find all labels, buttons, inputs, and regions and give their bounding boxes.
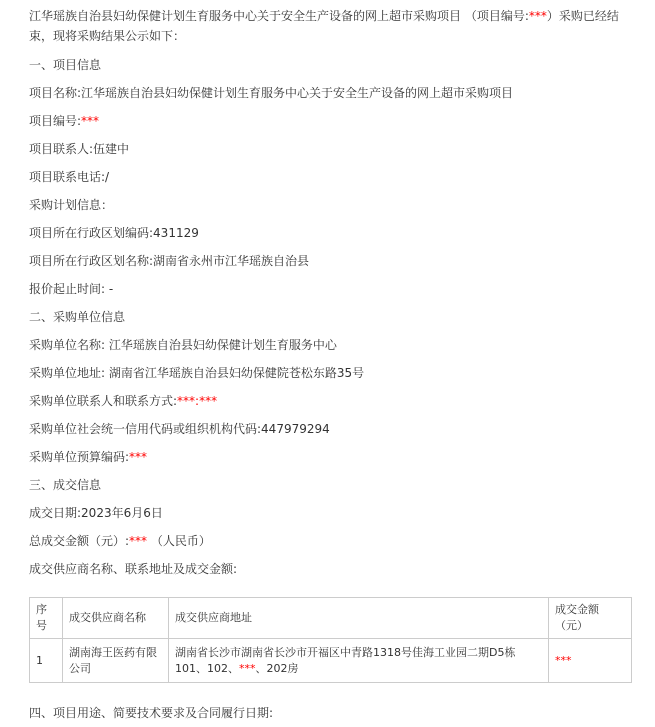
cell-deal-amount: *** — [549, 639, 632, 683]
credit-code-row — [29, 415, 635, 443]
supplier-info-label: 成交供应商名称、联系地址及成交金额: — [29, 562, 238, 576]
project-contact-row — [29, 135, 635, 163]
unit-name-label: 采购单位名称: — [29, 338, 106, 352]
project-name-value: 江华瑶族自治县妇幼保健计划生育服务中心关于安全生产设备的网上超市采购项目 — [81, 86, 514, 100]
unit-address-label: 采购单位地址: — [29, 366, 106, 380]
region-name-value: 湖南省永州市江华瑶族自治县 — [153, 254, 310, 268]
announcement-document — [0, 6, 655, 727]
total-amount-value: *** — [129, 534, 148, 548]
credit-code-value: 447979294 — [261, 422, 330, 436]
project-contact-label: 项目联系人: — [29, 142, 94, 156]
address-text-end: 、202房 — [255, 661, 299, 675]
budget-code-label: 采购单位预算编码: — [29, 450, 130, 464]
budget-code-value: *** — [129, 450, 148, 464]
cell-supplier-name: 湖南海王医药有限公司 — [63, 639, 169, 683]
project-contact-value: 伍建中 — [93, 142, 130, 156]
section1-heading: 一、项目信息 — [29, 58, 102, 72]
budget-code-row — [29, 443, 635, 471]
unit-address-row — [29, 359, 635, 387]
total-amount-label: 总成交金额（元）: — [29, 534, 130, 548]
project-name-row — [29, 79, 635, 107]
header-deal-amount: 成交金额（元） — [549, 598, 632, 639]
table-header-row — [30, 598, 632, 639]
section2-heading: 二、采购单位信息 — [29, 310, 126, 324]
project-name-label: 项目名称: — [29, 86, 82, 100]
project-phone-value: / — [105, 170, 110, 184]
deal-date-label: 成交日期: — [29, 506, 82, 520]
unit-contact-row — [29, 387, 635, 415]
unit-contact-value: ***:*** — [177, 394, 218, 408]
region-code-value: 431129 — [153, 226, 199, 240]
project-code-value: *** — [81, 114, 100, 128]
table-row — [30, 639, 632, 683]
cell-index: 1 — [30, 639, 63, 683]
unit-address-value: 湖南省江华瑶族自治县妇幼保健院苍松东路35号 — [105, 366, 365, 380]
quote-time-label: 报价起止时间: — [29, 282, 106, 296]
header-supplier-address: 成交供应商地址 — [169, 598, 549, 639]
intro-text-end: ）采购已经结束，现将采购结果公示如下： — [29, 9, 619, 43]
address-text-start: 湖南省长沙市湖南省长沙市开福区中青路1318号佳海工业园二期D5栋101、102、 — [175, 645, 516, 675]
total-amount-unit: （人民币） — [147, 534, 211, 548]
unit-contact-label: 采购单位联系人和联系方式: — [29, 394, 178, 408]
cell-supplier-address — [169, 639, 549, 683]
section3-heading: 三、成交信息 — [29, 478, 102, 492]
deal-date-row — [29, 499, 635, 527]
header-supplier-name: 成交供应商名称 — [63, 598, 169, 639]
credit-code-label: 采购单位社会统一信用代码或组织机构代码: — [29, 422, 262, 436]
header-index: 序号 — [30, 598, 63, 639]
supplier-table — [29, 597, 632, 683]
intro-text-start: 江华瑶族自治县妇幼保健计划生育服务中心关于安全生产设备的网上超市采购项目 （项目编号: — [29, 9, 529, 23]
deal-date-value: 2023年6月6日 — [81, 506, 163, 520]
plan-info-label: 采购计划信息： — [29, 198, 114, 212]
unit-name-value: 江华瑶族自治县妇幼保健计划生育服务中心 — [105, 338, 337, 352]
project-phone-row — [29, 163, 635, 191]
region-code-label: 项目所在行政区划编码: — [29, 226, 154, 240]
quote-time-value: - — [105, 282, 114, 296]
unit-name-row — [29, 331, 635, 359]
project-code-row — [29, 107, 635, 135]
section4-heading: 四、项目用途、简要技术要求及合同履行日期: — [29, 706, 274, 720]
project-code-label: 项目编号: — [29, 114, 82, 128]
quote-time-row — [29, 275, 635, 303]
intro-masked-code: *** — [528, 9, 547, 23]
project-phone-label: 项目联系电话: — [29, 170, 106, 184]
address-masked: *** — [239, 661, 256, 675]
intro-paragraph — [29, 6, 635, 46]
region-name-row — [29, 247, 635, 275]
total-amount-row — [29, 527, 635, 555]
region-code-row — [29, 219, 635, 247]
region-name-label: 项目所在行政区划名称: — [29, 254, 154, 268]
